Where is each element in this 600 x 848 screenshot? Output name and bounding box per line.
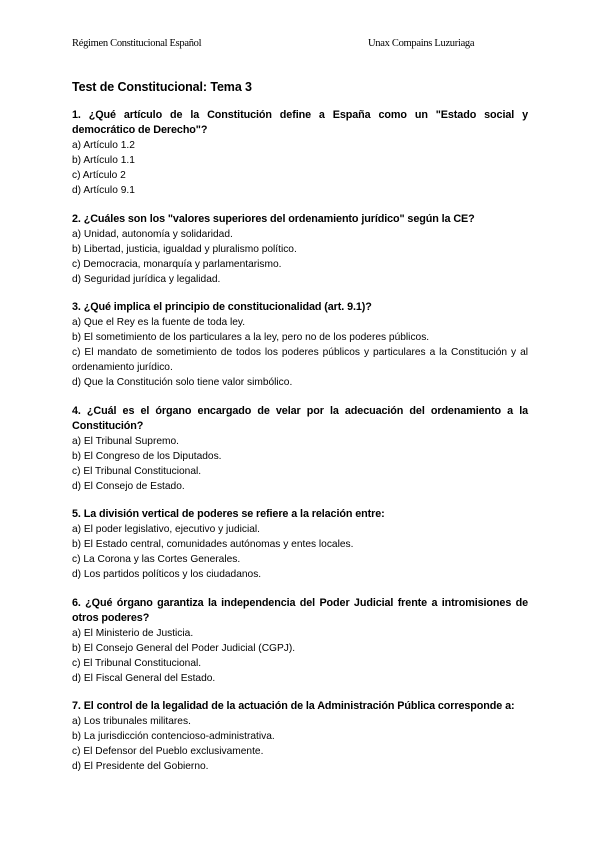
answer-option: b) El Estado central, comunidades autónomas y entes locales. — [72, 539, 354, 550]
answer-option: d) El Presidente del Gobierno. — [72, 761, 209, 772]
question-text: 6. ¿Qué órgano garantiza la independencia del Poder Judicial frente a intromisiones de otros poderes? — [72, 596, 528, 624]
answer-option: d) Artículo 9.1 — [72, 185, 135, 196]
answer-option: a) Unidad, autonomía y solidaridad. — [72, 228, 233, 240]
answer-option: c) La Corona y las Cortes Generales. — [72, 554, 241, 565]
answer-option: d) El Consejo de Estado. — [72, 480, 185, 492]
header-author: Unax Compains Luzuriaga — [368, 38, 475, 49]
page-title: Test de Constitucional: Tema 3 — [72, 80, 252, 94]
answer-option: a) Que el Rey es la fuente de toda ley. — [72, 317, 246, 328]
answer-option: c) El mandato de sometimiento de todos los poderes públicos y particulares a la Constitución y al ordenamiento jurídico. — [72, 347, 528, 373]
question-5 — [72, 507, 528, 582]
question-1 — [72, 108, 528, 198]
question-text: 1. ¿Qué artículo de la Constitución define a España como un "Estado social y democrático de Derecho"? — [72, 109, 528, 136]
answer-option: c) Artículo 2 — [72, 170, 126, 181]
question-list — [72, 108, 528, 788]
answer-option: c) El Defensor del Pueblo exclusivamente. — [72, 746, 264, 757]
question-text: 3. ¿Qué implica el principio de constitucionalidad (art. 9.1)? — [72, 301, 372, 313]
answer-option: a) El Ministerio de Justicia. — [72, 627, 194, 639]
header-course: Régimen Constitucional Español — [72, 38, 202, 49]
question-3 — [72, 300, 528, 390]
question-6 — [72, 596, 528, 686]
answer-option: a) El poder legislativo, ejecutivo y judicial. — [72, 524, 260, 535]
answer-option: b) Libertad, justicia, igualdad y pluralismo político. — [72, 243, 297, 255]
question-text: 2. ¿Cuáles son los "valores superiores del ordenamiento jurídico" según la CE? — [72, 212, 475, 225]
answer-option: d) Los partidos políticos y los ciudadanos. — [72, 569, 262, 580]
answer-option: a) Artículo 1.2 — [72, 140, 135, 151]
answer-option: b) El sometimiento de los particulares a la ley, pero no de los poderes públicos. — [72, 332, 430, 343]
answer-option: b) La jurisdicción contencioso-administrativa. — [72, 731, 275, 742]
answer-option: c) El Tribunal Constitucional. — [72, 465, 202, 477]
answer-option: b) Artículo 1.1 — [72, 155, 135, 166]
answer-option: c) El Tribunal Constitucional. — [72, 657, 202, 669]
answer-option: a) El Tribunal Supremo. — [72, 435, 180, 447]
answer-option: d) Que la Constitución solo tiene valor simbólico. — [72, 377, 293, 388]
answer-option: a) Los tribunales militares. — [72, 716, 191, 727]
answer-option: d) El Fiscal General del Estado. — [72, 672, 216, 684]
question-text: 4. ¿Cuál es el órgano encargado de velar por la adecuación del ordenamiento a la Constitución? — [72, 404, 528, 432]
question-4 — [72, 404, 528, 494]
question-text: 7. El control de la legalidad de la actuación de la Administración Pública corresponde a: — [72, 700, 515, 712]
question-text: 5. La división vertical de poderes se refiere a la relación entre: — [72, 508, 385, 520]
answer-option: b) El Congreso de los Diputados. — [72, 450, 222, 462]
answer-option: c) Democracia, monarquía y parlamentarismo. — [72, 258, 282, 270]
question-2 — [72, 212, 528, 287]
question-7 — [72, 699, 528, 774]
answer-option: d) Seguridad jurídica y legalidad. — [72, 273, 221, 285]
answer-option: b) El Consejo General del Poder Judicial (CGPJ). — [72, 642, 296, 654]
